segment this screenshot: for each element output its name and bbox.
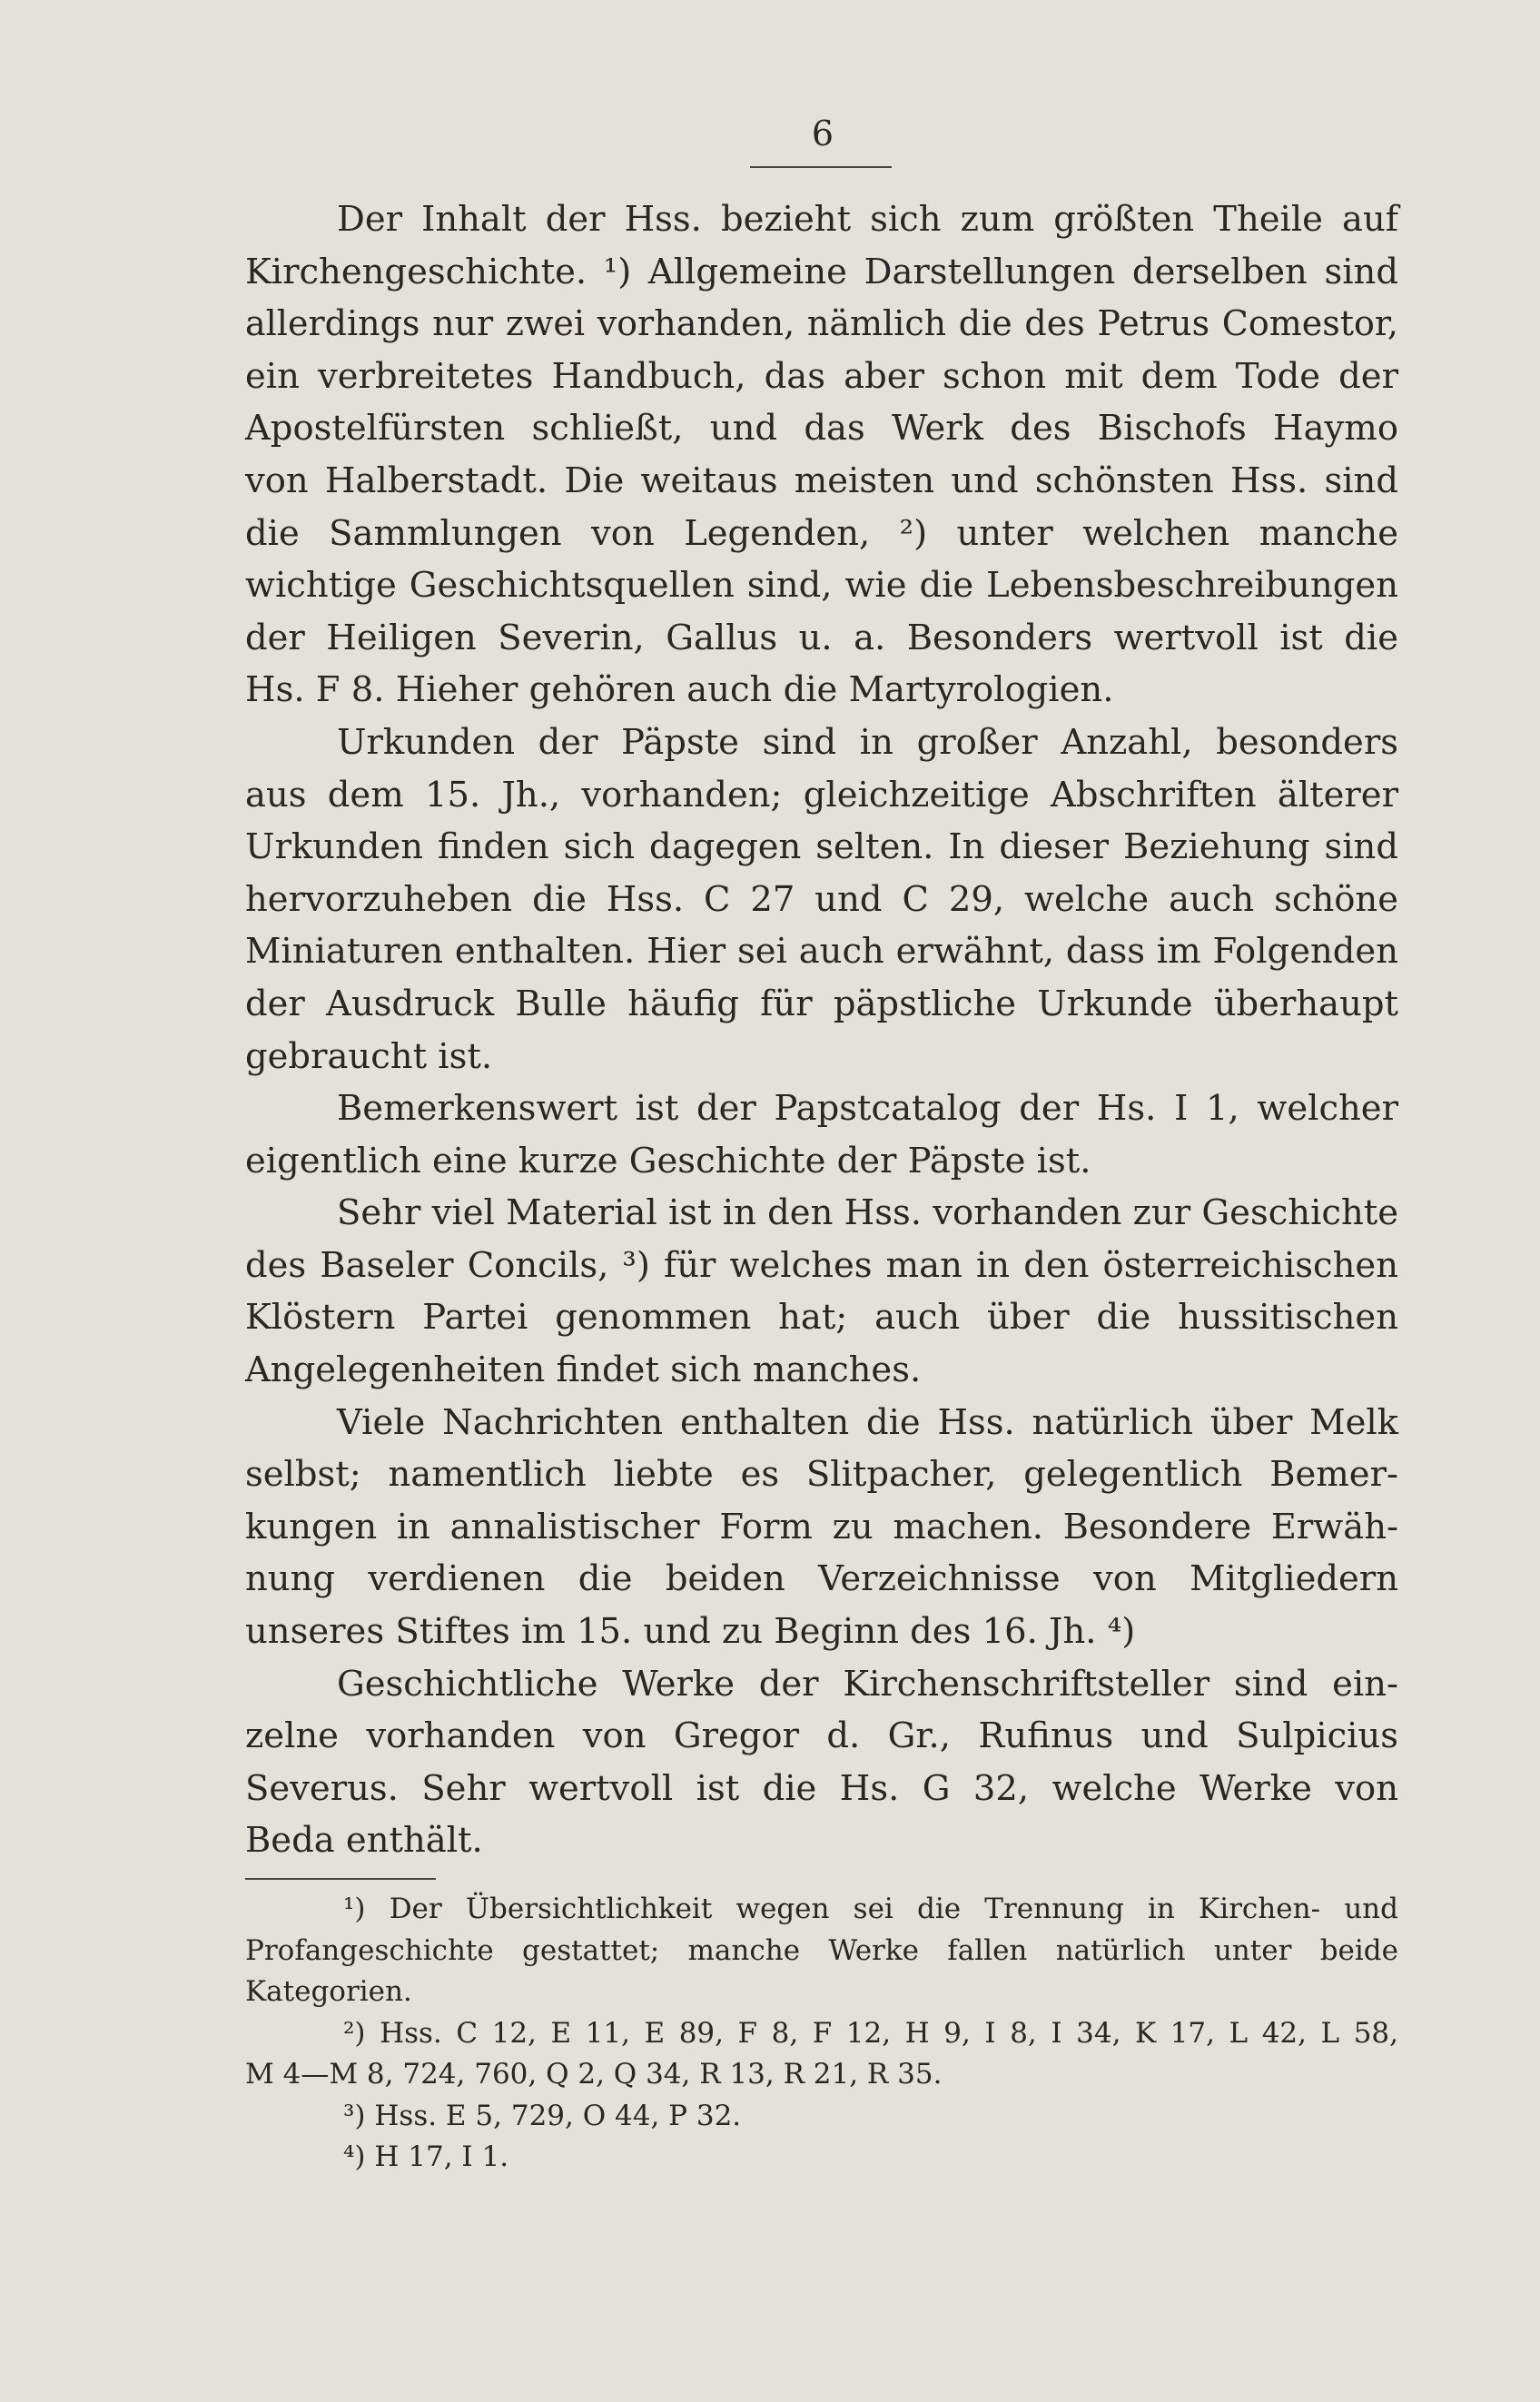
- body-line: des Baseler Concils, ³) für welches man in den österreichischen: [245, 1244, 1398, 1286]
- body-line: ein verbreitetes Handbuch, das aber schon mit dem Tode der: [245, 355, 1398, 397]
- body-line: der Heiligen Severin, Gallus u. a. Besonders wertvoll ist die: [245, 617, 1398, 658]
- body-line: von Halberstadt. Die weitaus meisten und schönsten Hss. sind: [245, 460, 1398, 501]
- body-line: Kirchengeschichte. ¹) Allgemeine Darstellungen derselben sind: [245, 251, 1398, 292]
- body-line: aus dem 15. Jh., vorhanden; gleichzeitige Abschriften älterer: [245, 774, 1398, 815]
- body-line: eigentlich eine kurze Geschichte der Päpste ist.: [245, 1140, 1091, 1181]
- body-line: kungen in annalistischer Form zu machen. Besondere Erwäh-: [245, 1506, 1398, 1547]
- body-line: Beda enthält.: [245, 1820, 483, 1862]
- body-line: Klöstern Partei genommen hat; auch über die hussitischen: [245, 1297, 1398, 1339]
- body-line: unseres Stiftes im 15. und zu Beginn des 16. Jh. ⁴): [245, 1611, 1136, 1653]
- body-line: allerdings nur zwei vorhanden, nämlich die des Petrus Comestor,: [245, 303, 1398, 344]
- body-line: zelne vorhanden von Gregor d. Gr., Rufinus und Sulpicius: [245, 1715, 1398, 1757]
- body-line: Miniaturen enthalten. Hier sei auch erwähnt, dass im Folgenden: [245, 931, 1398, 973]
- body-text: [245, 193, 1398, 1867]
- page-number: 6: [811, 114, 834, 153]
- body-line: Severus. Sehr wertvoll ist die Hs. G 32, welche Werke von: [245, 1767, 1398, 1809]
- footnotes: [245, 1889, 1398, 2179]
- footnote-line: M 4—M 8, 724, 760, Q 2, Q 34, R 13, R 21, R 35.: [245, 2058, 943, 2091]
- body-line: Bemerkenswert ist der Papstcatalog der Hs. I 1, welcher: [337, 1088, 1398, 1130]
- body-line: selbst; namentlich liebte es Slitpacher, gelegentlich Bemer-: [245, 1454, 1398, 1496]
- footnote-line: Kategorien.: [245, 1975, 412, 2008]
- body-line: Urkunden finden sich dagegen selten. In dieser Beziehung sind: [245, 826, 1398, 868]
- body-line: Viele Nachrichten enthalten die Hss. natürlich über Melk: [337, 1401, 1398, 1443]
- body-line: der Ausdruck Bulle häufig für päpstliche Urkunde überhaupt: [245, 983, 1398, 1024]
- body-line: Apostelfürsten schließt, und das Werk des Bischofs Haymo: [245, 408, 1398, 450]
- footnote-line: ²) Hss. C 12, E 11, E 89, F 8, F 12, H 9, I 8, I 34, K 17, L 42, L 58,: [343, 2016, 1398, 2050]
- body-line: Angelegenheiten findet sich manches.: [245, 1349, 922, 1391]
- footnote-line: ¹) Der Übersichtlichkeit wegen sei die Trennung in Kirchen- und: [343, 1893, 1398, 1925]
- body-line: hervorzuheben die Hss. C 27 und C 29, welche auch schöne: [245, 878, 1398, 920]
- body-line: Der Inhalt der Hss. bezieht sich zum größten Theile auf: [337, 199, 1398, 240]
- body-line: die Sammlungen von Legenden, ²) unter welchen manche: [245, 512, 1398, 554]
- footnote-rule: [245, 1878, 436, 1880]
- body-line: Urkunden der Päpste sind in großer Anzahl, besonders: [337, 721, 1398, 763]
- footnote-line: ⁴) H 17, I 1.: [343, 2140, 509, 2173]
- body-line: Hs. F 8. Hieher gehören auch die Martyrologien.: [245, 669, 1114, 711]
- body-line: gebraucht ist.: [245, 1035, 493, 1077]
- body-line: Sehr viel Material ist in den Hss. vorhanden zur Geschichte: [337, 1192, 1398, 1234]
- header-rule: [750, 166, 892, 168]
- body-line: nung verdienen die beiden Verzeichnisse von Mitgliedern: [245, 1558, 1398, 1600]
- footnote-line: Profangeschichte gestattet; manche Werke fallen natürlich unter beide: [245, 1933, 1398, 1967]
- body-line: Geschichtliche Werke der Kirchenschriftsteller sind ein-: [337, 1663, 1398, 1705]
- body-line: wichtige Geschichtsquellen sind, wie die Lebensbeschreibungen: [245, 565, 1398, 607]
- footnote-line: ³) Hss. E 5, 729, O 44, P 32.: [343, 2099, 742, 2132]
